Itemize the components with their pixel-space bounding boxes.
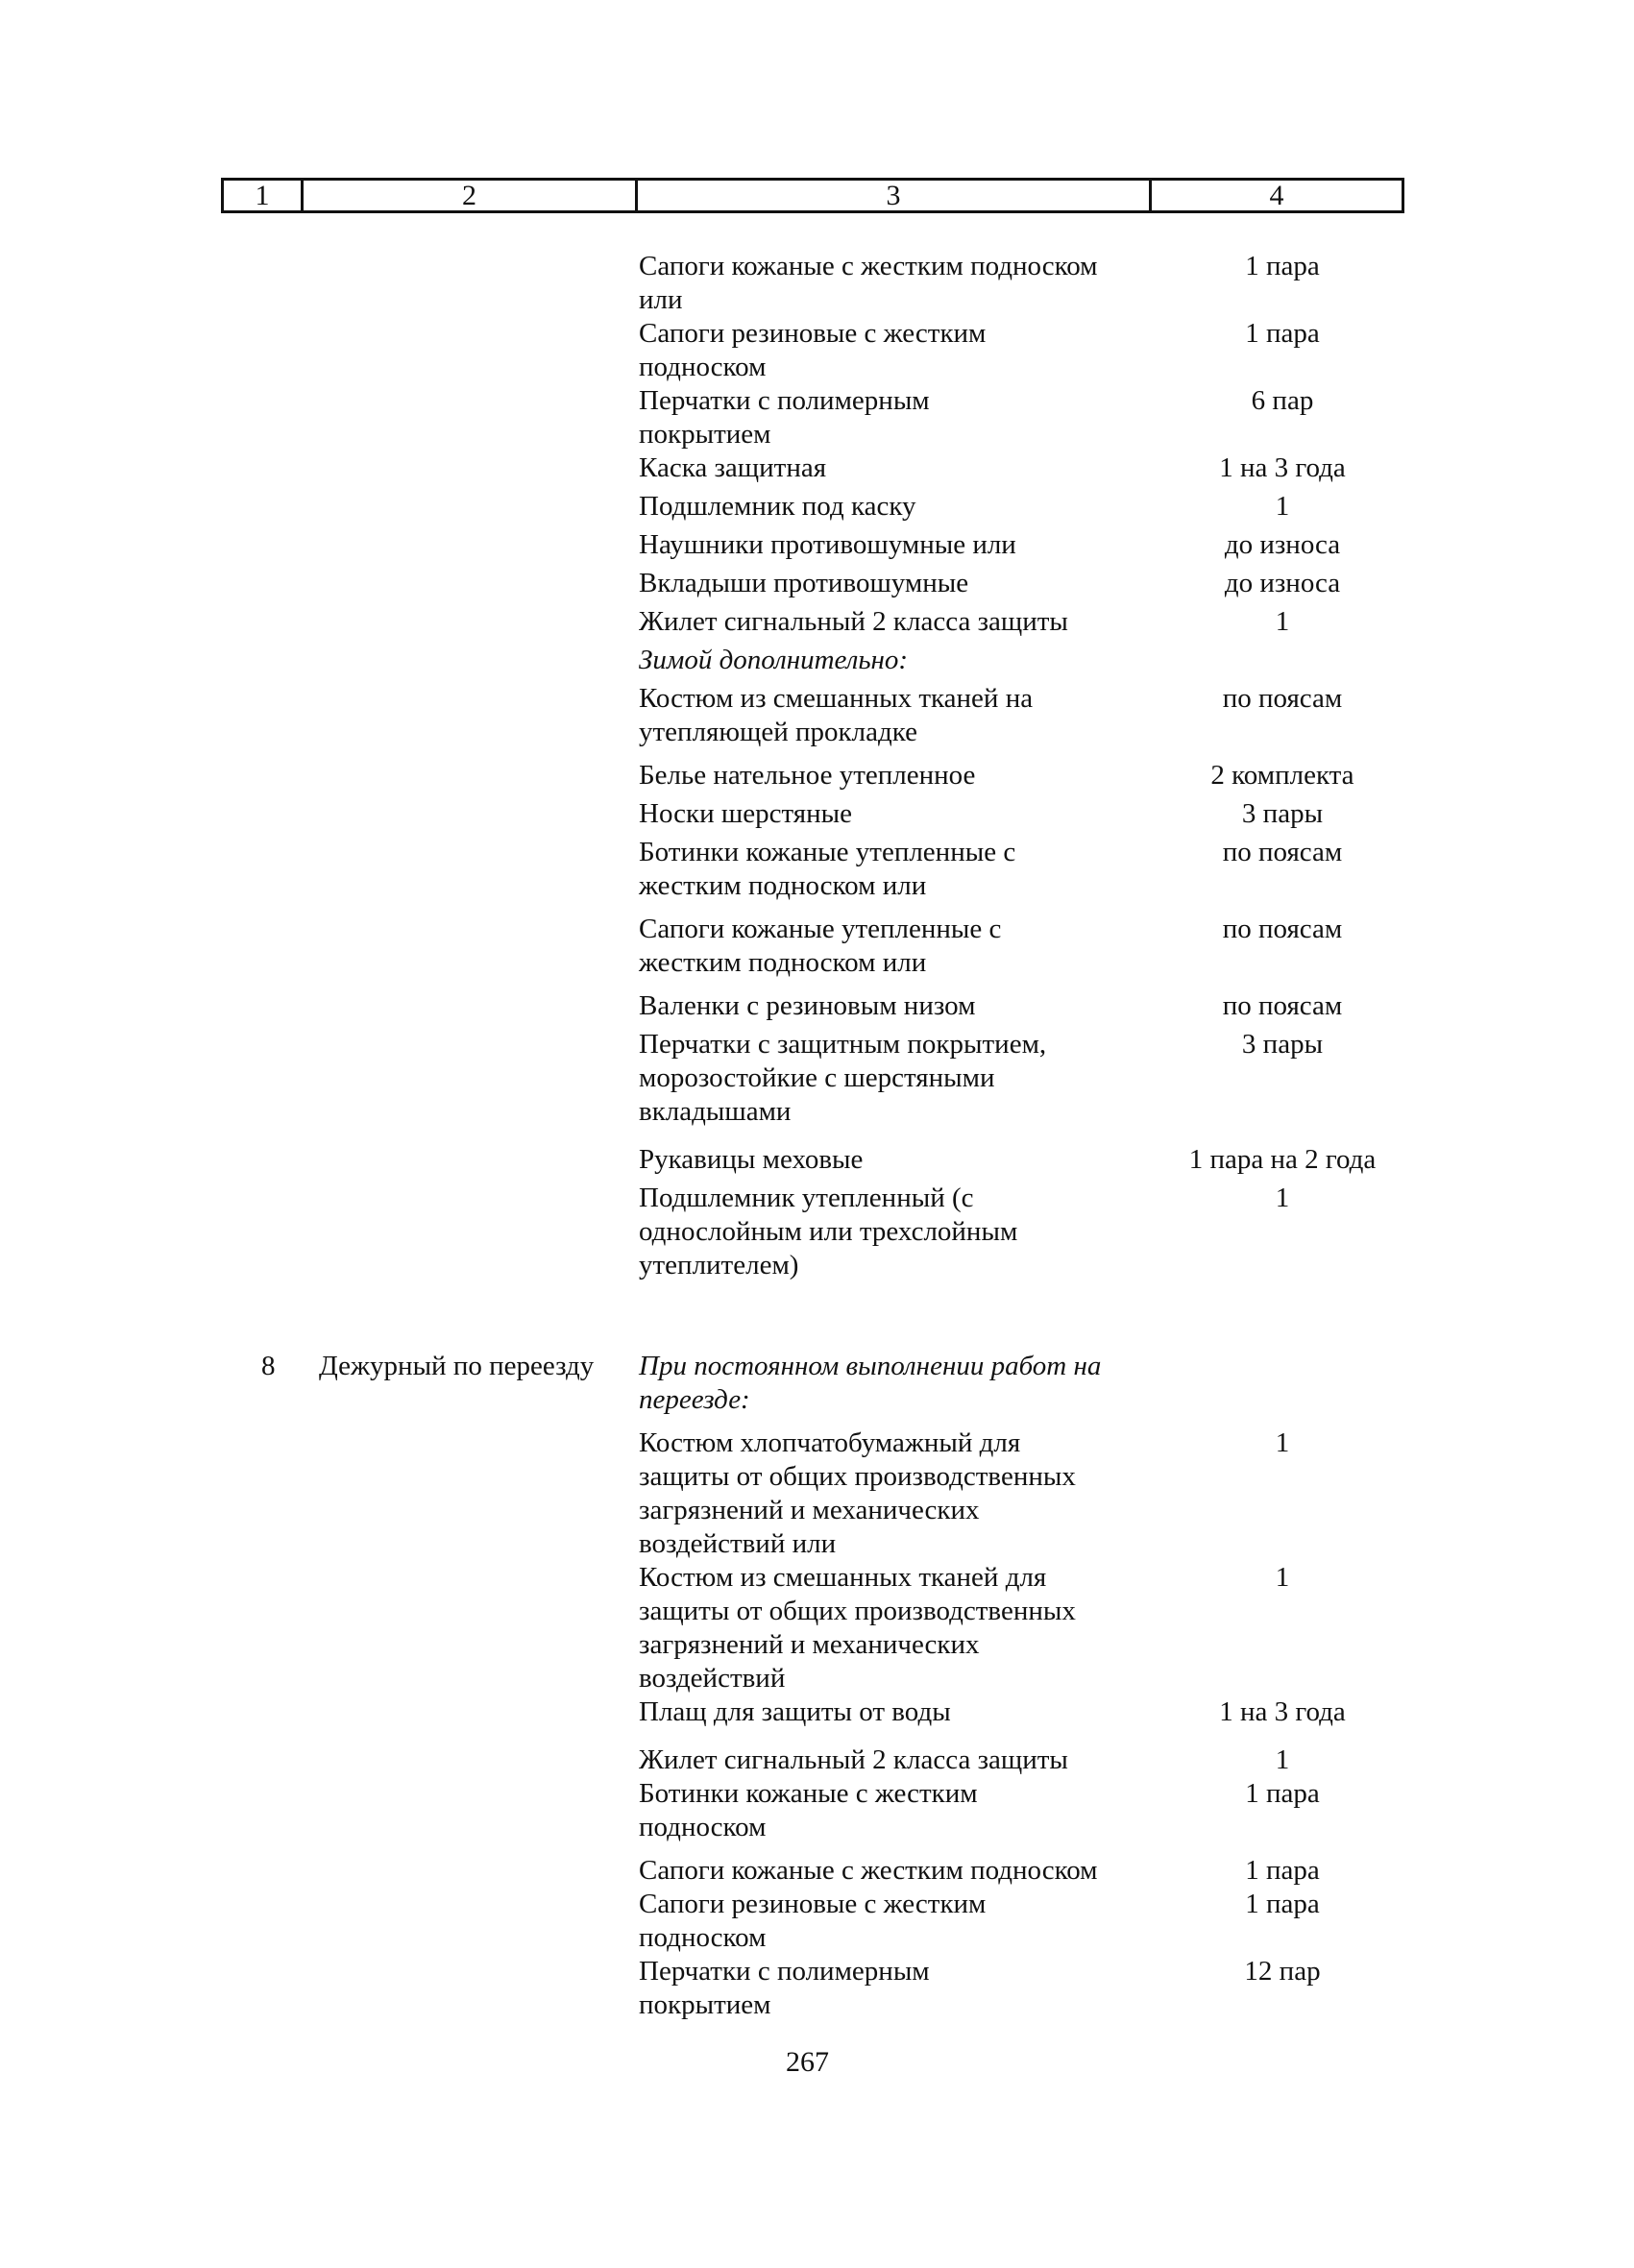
ppe-item-name: [639, 528, 1158, 562]
duty-item-name: [639, 1854, 1158, 1888]
ppe-item-qty: 1: [1275, 606, 1290, 637]
ppe-item-name-line: покрытием: [639, 419, 771, 450]
winter-item-qty: 1: [1275, 1183, 1290, 1213]
ppe-item-qty: 6 пар: [1251, 385, 1314, 416]
ppe-item-name: [639, 250, 1158, 317]
winter-item-name: [639, 682, 1158, 749]
page-number: 267: [786, 2046, 829, 2078]
winter-item-name-line: Подшлемник утепленный (с: [639, 1183, 974, 1213]
winter-item-name-line: вкладышами: [639, 1096, 792, 1127]
winter-item-qty: 1 пара на 2 года: [1188, 1144, 1377, 1175]
duty-item-name-line: защиты от общих производственных: [639, 1461, 1076, 1492]
header-col-4: 4: [1149, 178, 1404, 213]
header-col-1: 1: [221, 178, 301, 213]
duty-item-name: [639, 1427, 1158, 1561]
ppe-item-qty: 1 пара: [1245, 251, 1320, 281]
duty-item-qty: 1 пара: [1245, 1889, 1320, 1919]
ppe-item-qty: 1 на 3 года: [1219, 452, 1346, 483]
duty-item-name-line: воздействий или: [639, 1528, 837, 1559]
header-col-2: 2: [301, 178, 635, 213]
duty-item-qty: 1: [1275, 1562, 1290, 1593]
winter-item-name-line: Ботинки кожаные утепленные с: [639, 837, 1016, 867]
duty-item-name: [639, 1744, 1158, 1777]
duty-item-qty: 1 пара: [1245, 1778, 1320, 1809]
winter-item-name-line: жестким подноском или: [639, 947, 927, 978]
winter-item-name: [639, 797, 1158, 831]
ppe-item-name: [639, 317, 1158, 384]
ppe-item-name-line: Жилет сигнальный 2 класса защиты: [639, 606, 1068, 637]
winter-item-qty: 3 пары: [1241, 1029, 1324, 1060]
duty-item-name-line: защиты от общих производственных: [639, 1596, 1076, 1626]
duty-item-name-line: Жилет сигнальный 2 класса защиты: [639, 1744, 1068, 1775]
winter-item-name-line: Перчатки с защитным покрытием,: [639, 1029, 1047, 1060]
ppe-item-name-line: Вкладыши противошумные: [639, 568, 969, 598]
table-header-row: [221, 178, 1404, 213]
section-heading-name-line: переезде:: [639, 1384, 750, 1415]
winter-item-name: [639, 1143, 1158, 1177]
ppe-item-qty: до износа: [1224, 568, 1341, 598]
winter-item-name-line: Носки шерстяные: [639, 798, 852, 829]
ppe-item-qty: 1: [1275, 491, 1290, 522]
ppe-item-name: [639, 490, 1158, 524]
ppe-item-name-line: Сапоги кожаные с жестким подноском: [639, 251, 1098, 281]
profession-name: Дежурный по переезду: [319, 1351, 595, 1381]
winter-item-name-line: жестким подноском или: [639, 870, 927, 901]
winter-item-name-line: Сапоги кожаные утепленные с: [639, 914, 1002, 944]
ppe-item-name: [639, 451, 1158, 485]
duty-item-name-line: Сапоги резиновые с жестким: [639, 1889, 987, 1919]
ppe-item-name: [639, 384, 1158, 451]
duty-item-name-line: загрязнений и механических: [639, 1629, 980, 1660]
winter-item-name-line: утепляющей прокладке: [639, 717, 917, 747]
duty-item-name-line: подноском: [639, 1812, 767, 1842]
winter-item-name: [639, 989, 1158, 1023]
duty-item-name-line: Костюм хлопчатобумажный для: [639, 1427, 1021, 1458]
ppe-item-qty: до износа: [1224, 529, 1341, 560]
duty-item-name-line: подноском: [639, 1922, 767, 1953]
ppe-item-name-line: подноском: [639, 352, 767, 382]
header-col-3: 3: [635, 178, 1149, 213]
winter-item-qty: 2 комплекта: [1210, 760, 1354, 791]
winter-heading-name: [639, 644, 1158, 677]
winter-item-name-line: Рукавицы меховые: [639, 1144, 864, 1175]
duty-item-name-line: Перчатки с полимерным: [639, 1956, 930, 1987]
duty-item-qty: 12 пар: [1244, 1956, 1321, 1987]
ppe-item-name-line: Подшлемник под каску: [639, 491, 916, 522]
winter-item-qty: по поясам: [1222, 990, 1343, 1021]
duty-item-name: [639, 1695, 1158, 1729]
duty-item-qty: 1 пара: [1245, 1855, 1320, 1886]
section-heading-name-line: При постоянном выполнении работ на: [639, 1351, 1102, 1381]
ppe-item-name: [639, 567, 1158, 600]
winter-item-qty: по поясам: [1222, 837, 1343, 867]
ppe-item-name-line: или: [639, 284, 683, 315]
ppe-item-name: [639, 605, 1158, 639]
duty-item-name: [639, 1561, 1158, 1695]
duty-item-name-line: Ботинки кожаные с жестким: [639, 1778, 978, 1809]
duty-item-name: [639, 1955, 1158, 2022]
ppe-item-name-line: Каска защитная: [639, 452, 827, 483]
duty-item-name: [639, 1777, 1158, 1844]
ppe-item-name-line: Перчатки с полимерным: [639, 385, 930, 416]
winter-item-qty: по поясам: [1222, 683, 1343, 714]
section-heading-name: [639, 1350, 1158, 1417]
winter-item-name: [639, 913, 1158, 980]
duty-item-name-line: Костюм из смешанных тканей для: [639, 1562, 1047, 1593]
duty-item-name: [639, 1888, 1158, 1955]
winter-heading-name-line: Зимой дополнительно:: [639, 645, 909, 675]
winter-item-qty: 3 пары: [1241, 798, 1324, 829]
duty-item-name-line: Плащ для защиты от воды: [639, 1696, 951, 1727]
duty-item-name-line: загрязнений и механических: [639, 1495, 980, 1525]
ppe-item-name-line: Сапоги резиновые с жестким: [639, 318, 987, 349]
duty-item-qty: 1: [1275, 1744, 1290, 1775]
winter-item-qty: по поясам: [1222, 914, 1343, 944]
duty-item-name-line: воздействий: [639, 1663, 786, 1694]
winter-item-name: [639, 836, 1158, 903]
winter-item-name-line: Валенки с резиновым низом: [639, 990, 976, 1021]
duty-item-qty: 1: [1275, 1427, 1290, 1458]
ppe-item-qty: 1 пара: [1245, 318, 1320, 349]
duty-item-name-line: Сапоги кожаные с жестким подноском: [639, 1855, 1098, 1886]
winter-item-name: [639, 1028, 1158, 1129]
duty-item-qty: 1 на 3 года: [1219, 1696, 1346, 1727]
duty-item-name-line: покрытием: [639, 1989, 771, 2020]
winter-item-name: [639, 759, 1158, 793]
ppe-item-name-line: Наушники противошумные или: [639, 529, 1016, 560]
winter-item-name-line: однослойным или трехслойным: [639, 1216, 1018, 1247]
winter-item-name: [639, 1182, 1158, 1282]
winter-item-name-line: морозостойкие с шерстяными: [639, 1062, 995, 1093]
winter-item-name-line: Белье нательное утепленное: [639, 760, 976, 791]
row-number: 8: [261, 1351, 276, 1381]
winter-item-name-line: Костюм из смешанных тканей на: [639, 683, 1034, 714]
winter-item-name-line: утеплителем): [639, 1250, 799, 1280]
